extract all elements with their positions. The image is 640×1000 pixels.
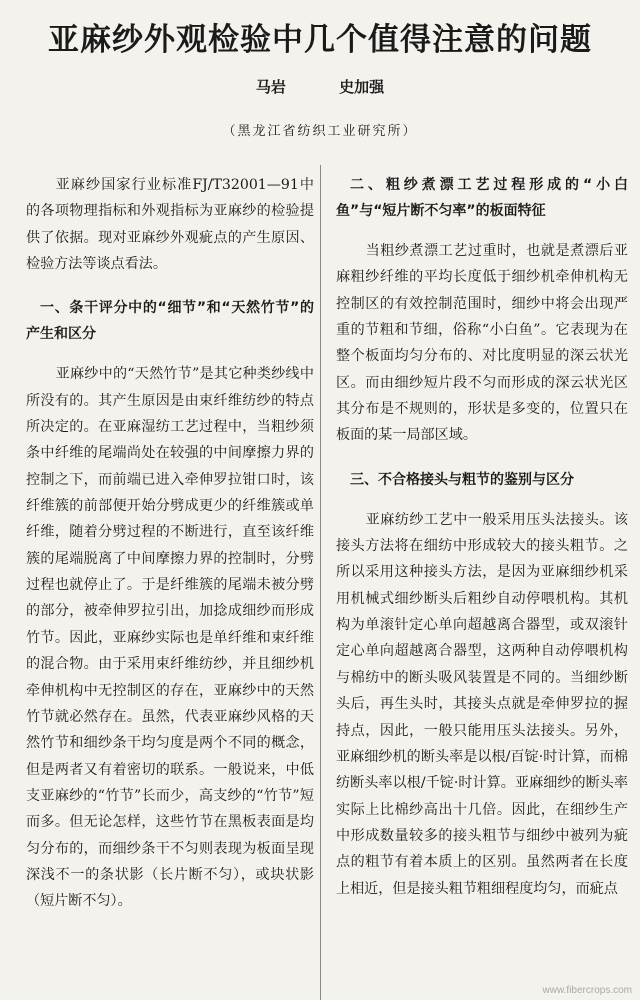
section-3-paragraph: 亚麻纺纱工艺中一般采用压头法接头。该接头方法将在细纺中形成较大的接头粗节。之所以采用这种接头方法，是因为亚麻细纱机采用机械式细纱断头后粗纱自动停喂机构。其机构为单滚针定心单向超越离合器型，或双滚针定心单向超越离合器型，这两种自动停喂机构与棉纺中的断头吸风装置是不同的。当细纱断头后，再生头时，其接头点就是牵伸罗拉的握持点，因此，一般只能用压头法接头。另外，亚麻细纱机的断头率是以根/百锭·时计算，而棉纺断头率以根/千锭·时计算。亚麻细纱的断头率实际上比棉纱高出十几倍。因此，在细纱生产中形成数量较多的接头粗节与细纱中被列为疵点的粗节有着本质上的区别。虽然两者在长度上相近，但是接头粗节粗细程度均匀，而疵点 (336, 511, 628, 897)
section-2-heading: 二、粗纱煮漂工艺过程形成的“小白鱼”与“短片断不匀率”的板面特征 (336, 177, 628, 219)
site-watermark: www.fibercrops.com (542, 985, 632, 996)
intro-paragraph: 亚麻纱国家行业标准FJ/T32001—91中的各项物理指标和外观指标为亚麻纱的检验提供了依据。现对亚麻纱外观疵点的产生原因、检验方法等谈点看法。 (26, 177, 314, 273)
right-column (336, 172, 628, 1000)
affiliation: （黑龙江省纺织工业研究所） (222, 124, 418, 139)
section-1-heading: 一、条干评分中的“细节”和“天然竹节”的产生和区分 (26, 300, 314, 343)
author-name: 史加强 (339, 78, 385, 96)
author-line (0, 76, 640, 97)
section-1-paragraph: 亚麻纱中的“天然竹节”是其它种类纱线中所没有的。其产生原因是由束纤维纺纱的特点所决定的。在亚麻湿纺工艺过程中，当粗纱须条中纤维的尾端尚处在较强的中间摩擦力界的控制之下，而前端已进入牵伸罗拉钳口时，该纤维簇的前部便开始分劈成更少的纤维簇或单纤维，随着分劈过程的不断进行，直至该纤维簇的尾端脱离了中间摩擦力界的控制时，分劈过程也就停止了。于是纤维簇的尾端未被分劈的部分，被牵伸罗拉引出，加捻成细纱而形成竹节。因此，亚麻纱实际也是单纤维和束纤维的混合物。由于采用束纤维纺纱，并且细纱机牵伸机构中无控制区的存在，亚麻纱中的天然竹节就必然存在。虽然，代表亚麻纱风格的天然竹节和细纱条干均匀度是两个不同的概念，但是两者又有着密切的联系。一般说来，中低支亚麻纱的“竹节”长而少，高支纱的“竹节”短而多。但无论怎样，这些竹节在黑板表面是均匀分布的，而细纱条干不匀则表现为板面呈现深浅不一的条状影（长片断不匀），或块状影（短片断不匀）。 (26, 366, 314, 910)
section-2-paragraph: 当粗纱煮漂工艺过重时，也就是煮漂后亚麻粗纱纤维的平均长度低于细纱机牵伸机构无控制区的有效控制范围时，细纱中将会出现严重的节粗和节细，俗称“小白鱼”。它表现为在整个板面均匀分布的、对比度明显的深云状光区。而由细纱短片段不匀而形成的深云状光区其分布是不规则的，形状是多变的，位置只在板面的某一局部区域。 (336, 243, 628, 444)
section-3-heading: 三、不合格接头与粗节的鉴别与区分 (350, 471, 574, 488)
article-title: 亚麻纱外观检验中几个值得注意的问题 (48, 22, 592, 58)
left-column (26, 172, 314, 1000)
column-divider (320, 165, 321, 1000)
author-name: 马岩 (255, 78, 286, 96)
